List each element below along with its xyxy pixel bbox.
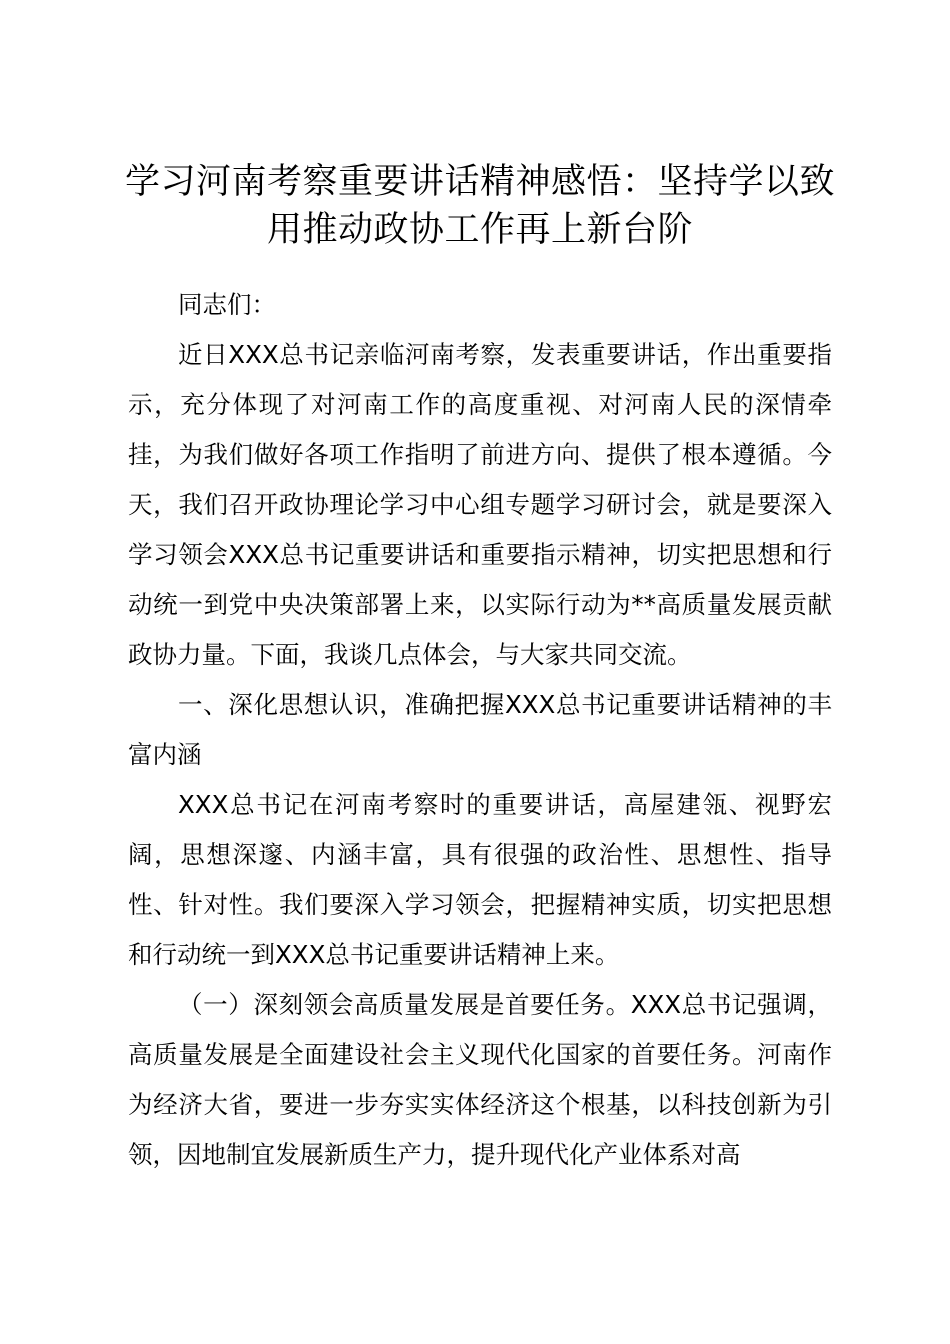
section-1-paragraph: XXX总书记在河南考察时的重要讲话，高屋建瓴、视野宏阔，思想深邃、内涵丰富，具有很强的政治性、思想性、指导性、针对性。我们要深入学习领会，把握精神实质，切实把思想和行动统一到XXX总书记重要讲话精神上来。 [128,790,832,969]
document-body [128,280,832,1180]
section-heading-1: 一、深化思想认识，准确把握XXX总书记重要讲话精神的丰富内涵 [128,690,832,769]
intro-paragraph: 近日XXX总书记亲临河南考察，发表重要讲话，作出重要指示，充分体现了对河南工作的高度重视、对河南人民的深情牵挂，为我们做好各项工作指明了前进方向、提供了根本遵循。今天，我们召开政协理论学习中心组专题学习研讨会，就是要深入学习领会XXX总书记重要讲话和重要指示精神，切实把思想和行动统一到党中央决策部署上来，以实际行动为**高质量发展贡献政协力量。下面，我谈几点体会，与大家共同交流。 [128,340,832,669]
subsection-1-paragraph: （一）深刻领会高质量发展是首要任务。XXX总书记强调，高质量发展是全面建设社会主义现代化国家的首要任务。河南作为经济大省，要进一步夯实实体经济这个根基，以科技创新为引领，因地制宜发展新质生产力，提升现代化产业体系对高 [128,990,832,1169]
document-title [110,158,850,254]
salutation: 同志们： [178,290,276,319]
title-line-1: 学习河南考察重要讲话精神感悟：坚持学以致 [124,162,835,202]
title-line-2: 用推动政协工作再上新台阶 [266,210,693,250]
